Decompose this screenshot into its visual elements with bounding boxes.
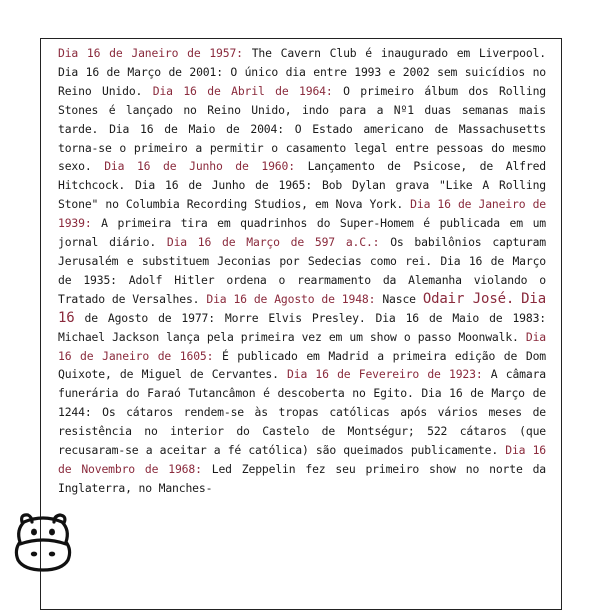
date-label: Dia 16 de Janeiro de 1605: <box>58 329 546 363</box>
text-run: Dia 16 de Maio de 2004: <box>109 121 284 136</box>
date-label: Dia 16 de Março de 597 a.C.: <box>166 235 380 250</box>
text-run: Led Zeppelin fez seu primeiro show no norte da Inglaterra, no Manches- <box>58 461 547 495</box>
text-run: Lançamento de Psicose, de Alfred Hitchcock. <box>58 159 547 193</box>
text-run: O Estado americano de Massachusetts torna-se o primeiro a permitir o casamento legal entre pessoas do mesmo sexo. <box>58 121 546 174</box>
date-label: Dia 16 de Agosto de 1948: <box>206 291 376 306</box>
highlighted-name: Odair José. <box>422 290 515 307</box>
text-run: de Agosto de 1977: Morre Elvis Presley. <box>74 310 376 325</box>
date-label: Dia 16 de Novembro de 1968: <box>58 443 546 476</box>
date-label: Dia 16 de Janeiro de 1939: <box>58 197 547 231</box>
body-paragraph <box>58 44 546 498</box>
date-label: Dia 16 de Fevereiro de 1923: <box>287 367 483 382</box>
date-label: Dia 16 de Abril de 1964: <box>152 83 333 98</box>
date-label: Dia 16 <box>58 290 546 326</box>
date-label: Dia 16 de Janeiro de 1957: <box>58 46 243 60</box>
text-run: Nasce <box>375 291 423 306</box>
text-run: Adolf Hitler ordena o rearmamento da Alemanha violando o Tratado de Versalhes. <box>58 272 547 306</box>
text-run: Dia 16 de Junho de 1965: <box>135 178 313 193</box>
text-run: O único dia entre 1993 e 2002 sem suicídios no Reino Unido. <box>58 64 546 98</box>
text-run: Os cátaros rendem-se às tropas católicas após vários meses de resistência no interior do Castelo de Montségur; 522 cátaros (que recusaram-se a aceitar a fé católica) são queimados publicamente. <box>58 405 546 458</box>
text-run: Dia 16 de Março de 1935: <box>58 253 546 287</box>
text-run: A primeira tira em quadrinhos do Super-Homem é publicada em um jornal diário. <box>58 216 546 250</box>
text-run: Dia 16 de Março de 1244: <box>58 386 546 420</box>
text-run: Dia 16 de Março de 2001: <box>58 64 223 79</box>
text-run: Michael Jackson lança pela primeira vez em um show o passo Moonwalk. <box>58 329 526 344</box>
text-run: É publicado em Madrid a primeira edição de Dom Quixote, de Miguel de Cervantes. <box>58 348 546 382</box>
date-label: Dia 16 de Junho de 1960: <box>104 159 295 174</box>
text-run: Os babilônios capturam Jerusalém e substituem Jeconias por Sedecias como rei. <box>58 235 546 268</box>
hippo-mascot-icon <box>10 508 76 574</box>
text-run: Dia 16 de Maio de 1983: <box>375 310 546 325</box>
text-run: O primeiro álbum dos Rolling Stones é lançado no Reino Unido, indo para a Nº1 duas semanas mais tarde. <box>58 83 546 136</box>
text-run: Bob Dylan grava "Like A Rolling Stone" no Columbia Recording Studios, em Nova York. <box>58 178 546 212</box>
text-run: A câmara funerária do Faraó Tutancâmon é descoberta no Egito. <box>58 367 546 401</box>
text-run: The Cavern Club é inaugurado em Liverpool. <box>242 46 546 60</box>
